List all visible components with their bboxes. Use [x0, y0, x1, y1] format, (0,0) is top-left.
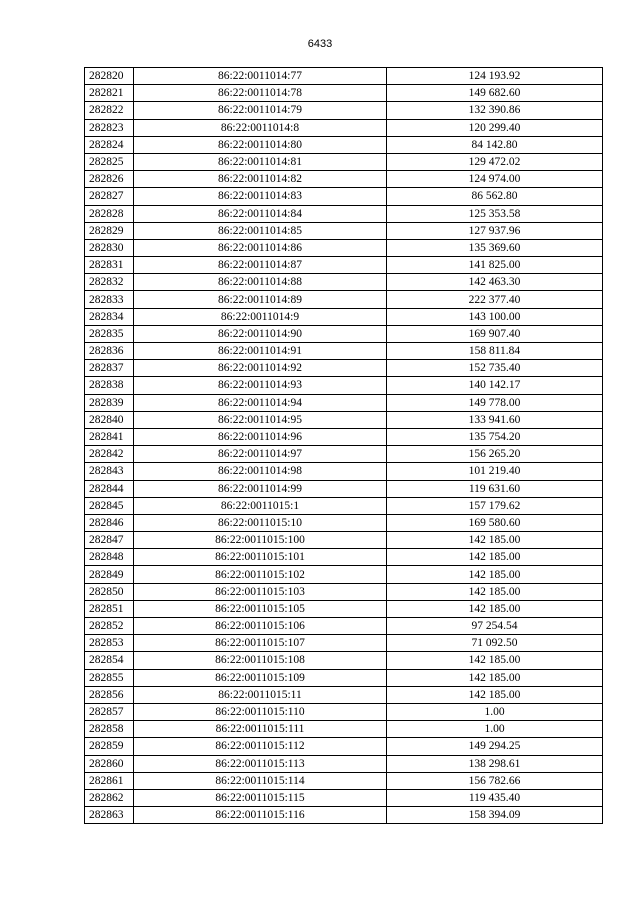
- table-row: [85, 411, 603, 428]
- cadastral-number-cell: 86:22:0011014:88: [134, 274, 387, 291]
- row-id-cell: 282846: [85, 514, 134, 531]
- value-cell: 97 254.54: [387, 618, 603, 635]
- table-row: [85, 497, 603, 514]
- table-row: [85, 188, 603, 205]
- row-id-cell: 282824: [85, 136, 134, 153]
- table-row: [85, 68, 603, 85]
- table-row: [85, 446, 603, 463]
- row-id-cell: 282858: [85, 721, 134, 738]
- value-cell: 124 974.00: [387, 171, 603, 188]
- cadastral-number-cell: 86:22:0011014:79: [134, 102, 387, 119]
- cadastral-number-cell: 86:22:0011015:102: [134, 566, 387, 583]
- row-id-cell: 282832: [85, 274, 134, 291]
- row-id-cell: 282826: [85, 171, 134, 188]
- value-cell: 71 092.50: [387, 635, 603, 652]
- value-cell: 124 193.92: [387, 68, 603, 85]
- cadastral-number-cell: 86:22:0011014:87: [134, 257, 387, 274]
- cadastral-number-cell: 86:22:0011014:81: [134, 153, 387, 170]
- value-cell: 120 299.40: [387, 119, 603, 136]
- cadastral-number-cell: 86:22:0011014:93: [134, 377, 387, 394]
- table-row: [85, 325, 603, 342]
- value-cell: 142 185.00: [387, 652, 603, 669]
- value-cell: 101 219.40: [387, 463, 603, 480]
- value-cell: 158 394.09: [387, 807, 603, 824]
- row-id-cell: 282851: [85, 600, 134, 617]
- table-row: [85, 652, 603, 669]
- table-row: [85, 85, 603, 102]
- value-cell: 149 778.00: [387, 394, 603, 411]
- cadastral-number-cell: 86:22:0011014:89: [134, 291, 387, 308]
- table-row: [85, 291, 603, 308]
- table-row: [85, 669, 603, 686]
- value-cell: 169 580.60: [387, 514, 603, 531]
- row-id-cell: 282845: [85, 497, 134, 514]
- row-id-cell: 282822: [85, 102, 134, 119]
- cadastral-number-cell: 86:22:0011015:11: [134, 686, 387, 703]
- value-cell: 86 562.80: [387, 188, 603, 205]
- table-row: [85, 428, 603, 445]
- cadastral-number-cell: 86:22:0011015:111: [134, 721, 387, 738]
- table-row: [85, 600, 603, 617]
- cadastral-number-cell: 86:22:0011014:94: [134, 394, 387, 411]
- cadastral-number-cell: 86:22:0011014:97: [134, 446, 387, 463]
- value-cell: 142 185.00: [387, 686, 603, 703]
- cadastral-number-cell: 86:22:0011014:83: [134, 188, 387, 205]
- value-cell: 142 185.00: [387, 566, 603, 583]
- table-row: [85, 239, 603, 256]
- value-cell: 132 390.86: [387, 102, 603, 119]
- value-cell: 142 185.00: [387, 669, 603, 686]
- row-id-cell: 282839: [85, 394, 134, 411]
- row-id-cell: 282862: [85, 789, 134, 806]
- cadastral-number-cell: 86:22:0011014:95: [134, 411, 387, 428]
- table-row: [85, 772, 603, 789]
- value-cell: 84 142.80: [387, 136, 603, 153]
- row-id-cell: 282827: [85, 188, 134, 205]
- row-id-cell: 282842: [85, 446, 134, 463]
- row-id-cell: 282849: [85, 566, 134, 583]
- cadastral-number-cell: 86:22:0011015:114: [134, 772, 387, 789]
- cadastral-number-cell: 86:22:0011015:100: [134, 532, 387, 549]
- value-cell: 143 100.00: [387, 308, 603, 325]
- value-cell: 169 907.40: [387, 325, 603, 342]
- table-row: [85, 549, 603, 566]
- table-row: [85, 738, 603, 755]
- table-row: [85, 274, 603, 291]
- value-cell: 156 265.20: [387, 446, 603, 463]
- value-cell: 138 298.61: [387, 755, 603, 772]
- value-cell: 157 179.62: [387, 497, 603, 514]
- table-row: [85, 153, 603, 170]
- registry-table: [84, 67, 603, 824]
- row-id-cell: 282852: [85, 618, 134, 635]
- table-row: [85, 618, 603, 635]
- row-id-cell: 282844: [85, 480, 134, 497]
- row-id-cell: 282820: [85, 68, 134, 85]
- cadastral-number-cell: 86:22:0011014:90: [134, 325, 387, 342]
- value-cell: 127 937.96: [387, 222, 603, 239]
- row-id-cell: 282856: [85, 686, 134, 703]
- row-id-cell: 282848: [85, 549, 134, 566]
- row-id-cell: 282841: [85, 428, 134, 445]
- cadastral-number-cell: 86:22:0011014:92: [134, 360, 387, 377]
- value-cell: 142 185.00: [387, 600, 603, 617]
- cadastral-number-cell: 86:22:0011015:116: [134, 807, 387, 824]
- row-id-cell: 282863: [85, 807, 134, 824]
- table-row: [85, 171, 603, 188]
- table-row: [85, 463, 603, 480]
- table-row: [85, 222, 603, 239]
- value-cell: 140 142.17: [387, 377, 603, 394]
- table-row: [85, 566, 603, 583]
- row-id-cell: 282828: [85, 205, 134, 222]
- cadastral-number-cell: 86:22:0011015:108: [134, 652, 387, 669]
- row-id-cell: 282821: [85, 85, 134, 102]
- table-row: [85, 583, 603, 600]
- value-cell: 156 782.66: [387, 772, 603, 789]
- row-id-cell: 282833: [85, 291, 134, 308]
- value-cell: 158 811.84: [387, 343, 603, 360]
- row-id-cell: 282859: [85, 738, 134, 755]
- row-id-cell: 282823: [85, 119, 134, 136]
- table-row: [85, 394, 603, 411]
- cadastral-number-cell: 86:22:0011015:109: [134, 669, 387, 686]
- row-id-cell: 282854: [85, 652, 134, 669]
- row-id-cell: 282861: [85, 772, 134, 789]
- value-cell: 142 185.00: [387, 583, 603, 600]
- table-row: [85, 789, 603, 806]
- value-cell: 125 353.58: [387, 205, 603, 222]
- row-id-cell: 282857: [85, 703, 134, 720]
- cadastral-number-cell: 86:22:0011015:112: [134, 738, 387, 755]
- table-row: [85, 308, 603, 325]
- row-id-cell: 282860: [85, 755, 134, 772]
- table-row: [85, 532, 603, 549]
- cadastral-number-cell: 86:22:0011014:78: [134, 85, 387, 102]
- row-id-cell: 282829: [85, 222, 134, 239]
- cadastral-number-cell: 86:22:0011014:80: [134, 136, 387, 153]
- table-row: [85, 343, 603, 360]
- table-row: [85, 721, 603, 738]
- table-row: [85, 360, 603, 377]
- row-id-cell: 282830: [85, 239, 134, 256]
- value-cell: 149 294.25: [387, 738, 603, 755]
- value-cell: 133 941.60: [387, 411, 603, 428]
- value-cell: 135 754.20: [387, 428, 603, 445]
- cadastral-number-cell: 86:22:0011015:106: [134, 618, 387, 635]
- row-id-cell: 282836: [85, 343, 134, 360]
- table-row: [85, 686, 603, 703]
- table-row: [85, 377, 603, 394]
- row-id-cell: 282840: [85, 411, 134, 428]
- table-row: [85, 514, 603, 531]
- registry-table-body: [85, 68, 603, 824]
- row-id-cell: 282853: [85, 635, 134, 652]
- cadastral-number-cell: 86:22:0011015:113: [134, 755, 387, 772]
- table-row: [85, 205, 603, 222]
- cadastral-number-cell: 86:22:0011015:105: [134, 600, 387, 617]
- value-cell: 141 825.00: [387, 257, 603, 274]
- cadastral-number-cell: 86:22:0011015:101: [134, 549, 387, 566]
- row-id-cell: 282825: [85, 153, 134, 170]
- value-cell: 149 682.60: [387, 85, 603, 102]
- table-row: [85, 703, 603, 720]
- row-id-cell: 282847: [85, 532, 134, 549]
- row-id-cell: 282850: [85, 583, 134, 600]
- cadastral-number-cell: 86:22:0011015:10: [134, 514, 387, 531]
- table-row: [85, 635, 603, 652]
- cadastral-number-cell: 86:22:0011014:86: [134, 239, 387, 256]
- table-row: [85, 755, 603, 772]
- table-row: [85, 257, 603, 274]
- value-cell: 152 735.40: [387, 360, 603, 377]
- row-id-cell: 282843: [85, 463, 134, 480]
- cadastral-number-cell: 86:22:0011014:8: [134, 119, 387, 136]
- value-cell: 142 463.30: [387, 274, 603, 291]
- page-number: 6433: [307, 38, 333, 50]
- cadastral-number-cell: 86:22:0011014:85: [134, 222, 387, 239]
- row-id-cell: 282837: [85, 360, 134, 377]
- row-id-cell: 282835: [85, 325, 134, 342]
- row-id-cell: 282834: [85, 308, 134, 325]
- row-id-cell: 282855: [85, 669, 134, 686]
- table-row: [85, 119, 603, 136]
- value-cell: 142 185.00: [387, 532, 603, 549]
- cadastral-number-cell: 86:22:0011015:110: [134, 703, 387, 720]
- table-row: [85, 102, 603, 119]
- cadastral-number-cell: 86:22:0011014:99: [134, 480, 387, 497]
- cadastral-number-cell: 86:22:0011015:115: [134, 789, 387, 806]
- cadastral-number-cell: 86:22:0011014:82: [134, 171, 387, 188]
- table-row: [85, 807, 603, 824]
- cadastral-number-cell: 86:22:0011014:84: [134, 205, 387, 222]
- value-cell: 222 377.40: [387, 291, 603, 308]
- cadastral-number-cell: 86:22:0011014:98: [134, 463, 387, 480]
- row-id-cell: 282831: [85, 257, 134, 274]
- table-row: [85, 136, 603, 153]
- row-id-cell: 282838: [85, 377, 134, 394]
- cadastral-number-cell: 86:22:0011014:91: [134, 343, 387, 360]
- cadastral-number-cell: 86:22:0011014:9: [134, 308, 387, 325]
- cadastral-number-cell: 86:22:0011014:96: [134, 428, 387, 445]
- value-cell: 1.00: [387, 703, 603, 720]
- cadastral-number-cell: 86:22:0011014:77: [134, 68, 387, 85]
- value-cell: 135 369.60: [387, 239, 603, 256]
- value-cell: 119 435.40: [387, 789, 603, 806]
- cadastral-number-cell: 86:22:0011015:103: [134, 583, 387, 600]
- table-row: [85, 480, 603, 497]
- value-cell: 119 631.60: [387, 480, 603, 497]
- value-cell: 129 472.02: [387, 153, 603, 170]
- value-cell: 142 185.00: [387, 549, 603, 566]
- value-cell: 1.00: [387, 721, 603, 738]
- cadastral-number-cell: 86:22:0011015:1: [134, 497, 387, 514]
- cadastral-number-cell: 86:22:0011015:107: [134, 635, 387, 652]
